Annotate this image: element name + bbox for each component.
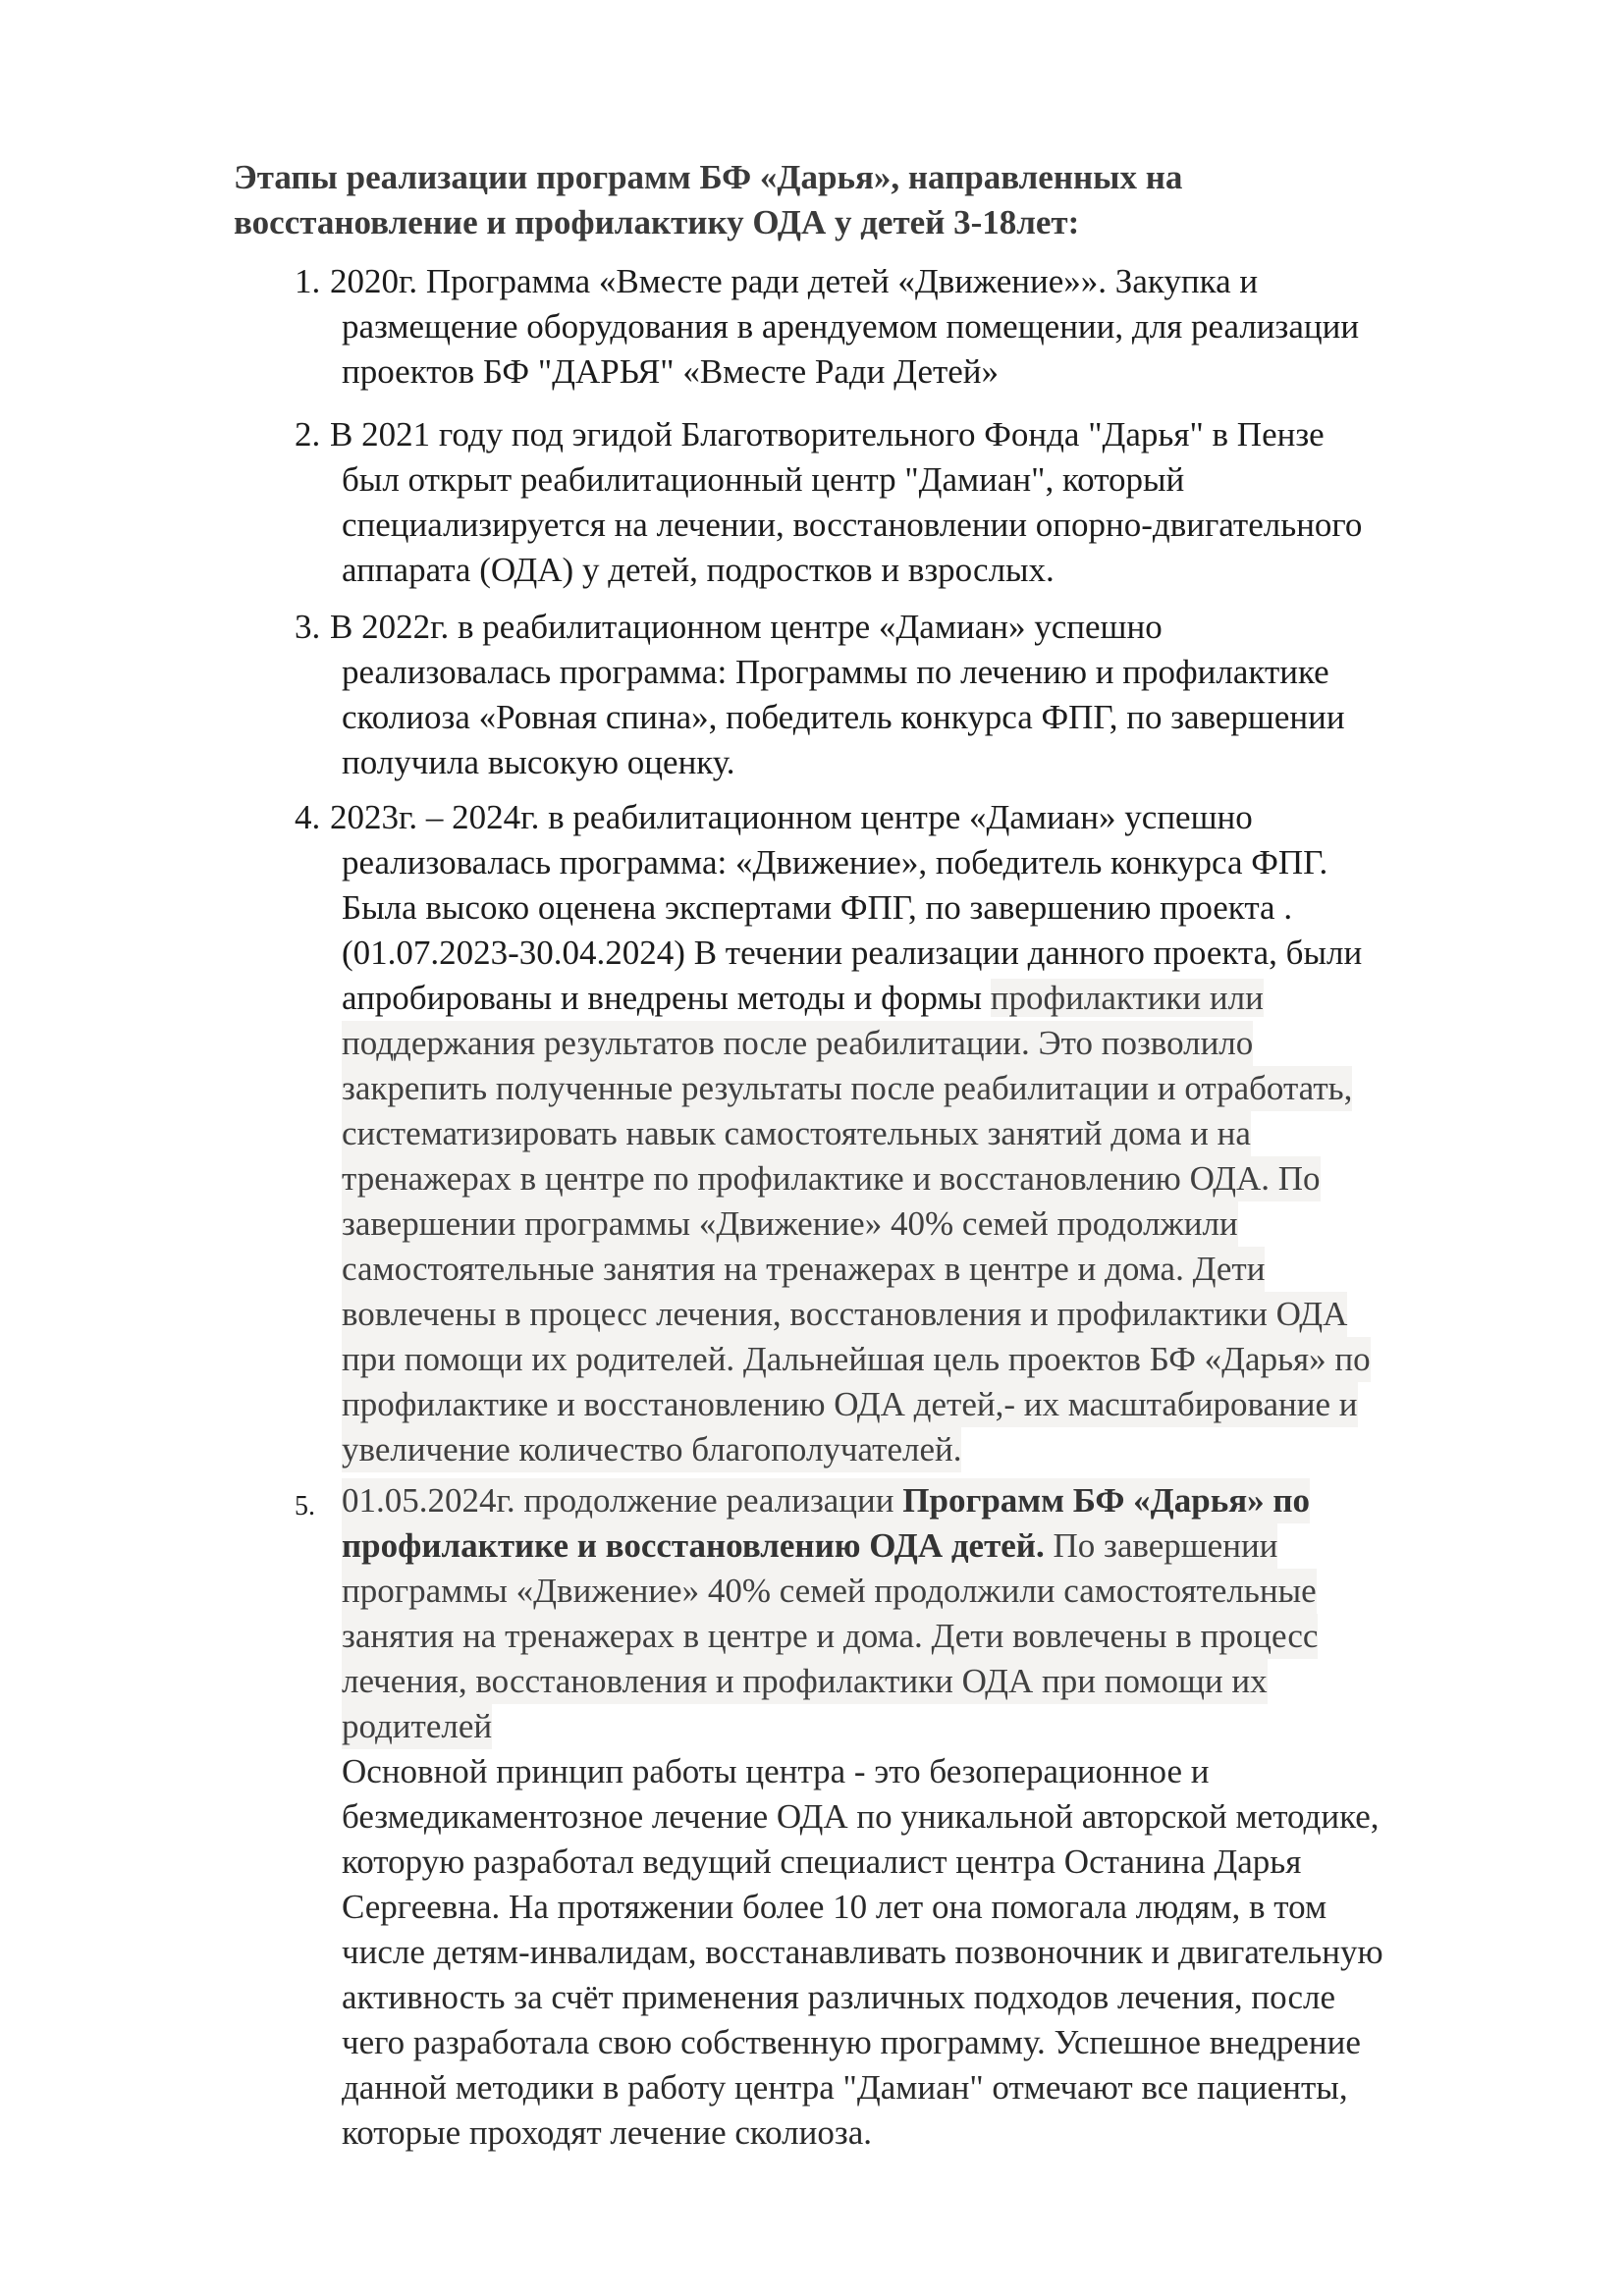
list-item-text-line: получила высокую оценку. [342, 743, 735, 781]
list-item-text-line: программы «Движение» 40% семей продолжили самостоятельные [342, 1569, 1317, 1614]
list-item-text-line: Основной принцип работы центра - это безоперационное и [342, 1752, 1210, 1790]
list-item-number: 5. [295, 1491, 315, 1522]
list-item-text-line: был открыт реабилитационный центр "Дамиан", который [342, 460, 1185, 499]
list-item-text-line: числе детям-инвалидам, восстанавливать позвоночник и двигательную [342, 1933, 1383, 1971]
list-item-text-line: вовлечены в процесс лечения, восстановления и профилактики ОДА [342, 1292, 1347, 1337]
list-item-text-line: сколиоза «Ровная спина», победитель конкурса ФПГ, по завершении [342, 698, 1345, 736]
list-item-text-line: реализовалась программа: «Движение», победитель конкурса ФПГ. [342, 843, 1328, 881]
list-item-text-line: лечения, восстановления и профилактики ОДА при помощи их [342, 1659, 1268, 1704]
list-item-text-line [342, 1523, 1277, 1569]
list-item-text-line [342, 976, 1264, 1021]
title-line: восстановление и профилактику ОДА у детей 3-18лет: [234, 203, 1080, 241]
list-item-number: 2. [295, 415, 321, 454]
list-item-text-line: Была высоко оценена экспертами ФПГ, по завершению проекта . [342, 888, 1293, 927]
list-item-text-line: Сергеевна. На протяжении более 10 лет она помогала людям, в том [342, 1888, 1327, 1926]
list-item-text-segment: апробированы и внедрены методы и формы [342, 979, 991, 1017]
list-item-text-line: поддержания результатов после реабилитации. Это позволило [342, 1021, 1253, 1066]
list-item-text-line: которые проходят лечение сколиоза. [342, 2113, 872, 2152]
title-line: Этапы реализации программ БФ «Дарья», направленных на [234, 158, 1183, 196]
list-item-text-line: систематизировать навык самостоятельных занятий дома и на [342, 1111, 1251, 1156]
list-item-text-line: увеличение количество благополучателей. [342, 1427, 961, 1472]
list-item-text-segment: профилактики или [990, 979, 1264, 1017]
list-item-text-line: (01.07.2023-30.04.2024) В течении реализации данного проекта, были [342, 934, 1363, 972]
list-item-text-line: профилактике и восстановлению ОДА детей,- их масштабирование и [342, 1382, 1358, 1427]
list-item-text-line: проектов БФ "ДАРЬЯ" «Вместе Ради Детей» [342, 352, 1000, 391]
list-item-text-line: при помощи их родителей. Дальнейшая цель проектов БФ «Дарья» по [342, 1337, 1371, 1382]
list-item-text-segment: профилактике и восстановлению ОДА детей. [342, 1526, 1045, 1565]
list-item-text-line: специализируется на лечении, восстановлении опорно-двигательного [342, 506, 1363, 544]
list-item-text-line: закрепить полученные результаты после реабилитации и отработать, [342, 1066, 1352, 1111]
list-item-text-line: чего разработала свою собственную программу. Успешное внедрение [342, 2023, 1361, 2061]
list-item-number: 4. [295, 798, 321, 836]
list-item-text-line: родителей [342, 1704, 492, 1749]
list-item-text-line: реализовалась программа: Программы по лечению и профилактике [342, 653, 1329, 691]
list-item-text-line: размещение оборудования в арендуемом помещении, для реализации [342, 307, 1360, 346]
list-item-text-line: В 2022г. в реабилитационном центре «Дамиан» успешно [330, 608, 1163, 646]
list-item-text-line: тренажерах в центре по профилактике и восстановлению ОДА. По [342, 1156, 1321, 1201]
document-title [234, 155, 1412, 245]
list-item-text-line: В 2021 году под эгидой Благотворительного Фонда "Дарья" в Пензе [330, 415, 1325, 454]
list-item-text-line: активность за счёт применения различных подходов лечения, после [342, 1978, 1336, 2016]
list-item-text-line [342, 1478, 1310, 1523]
list-item-text-line: самостоятельные занятия на тренажерах в центре и дома. Дети [342, 1247, 1265, 1292]
list-item-text-line: завершении программы «Движение» 40% семей продолжили [342, 1201, 1238, 1247]
list-item-text-line: данной методики в работу центра "Дамиан" отмечают все пациенты, [342, 2068, 1348, 2107]
list-item-number: 3. [295, 608, 321, 646]
list-item-text-line: безмедикаментозное лечение ОДА по уникальной авторской методике, [342, 1797, 1380, 1836]
list-item-text-segment: 01.05.2024г. продолжение реализации [342, 1481, 903, 1520]
list-item-text-line: занятия на тренажерах в центре и дома. Дети вовлечены в процесс [342, 1614, 1318, 1659]
list-item-text-line: аппарата (ОДА) у детей, подростков и взрослых. [342, 551, 1055, 589]
list-item-text-segment: Программ БФ «Дарья» по [902, 1481, 1311, 1520]
list-item-text-line: 2023г. – 2024г. в реабилитационном центре «Дамиан» успешно [330, 798, 1253, 836]
list-item-text-line: которую разработал ведущий специалист центра Останина Дарья [342, 1842, 1302, 1881]
list-item-text-segment: По завершении [1044, 1526, 1278, 1565]
list-item-text-line: 2020г. Программа «Вместе ради детей «Движение»». Закупка и [330, 262, 1259, 300]
list-item-number: 1. [295, 262, 321, 300]
